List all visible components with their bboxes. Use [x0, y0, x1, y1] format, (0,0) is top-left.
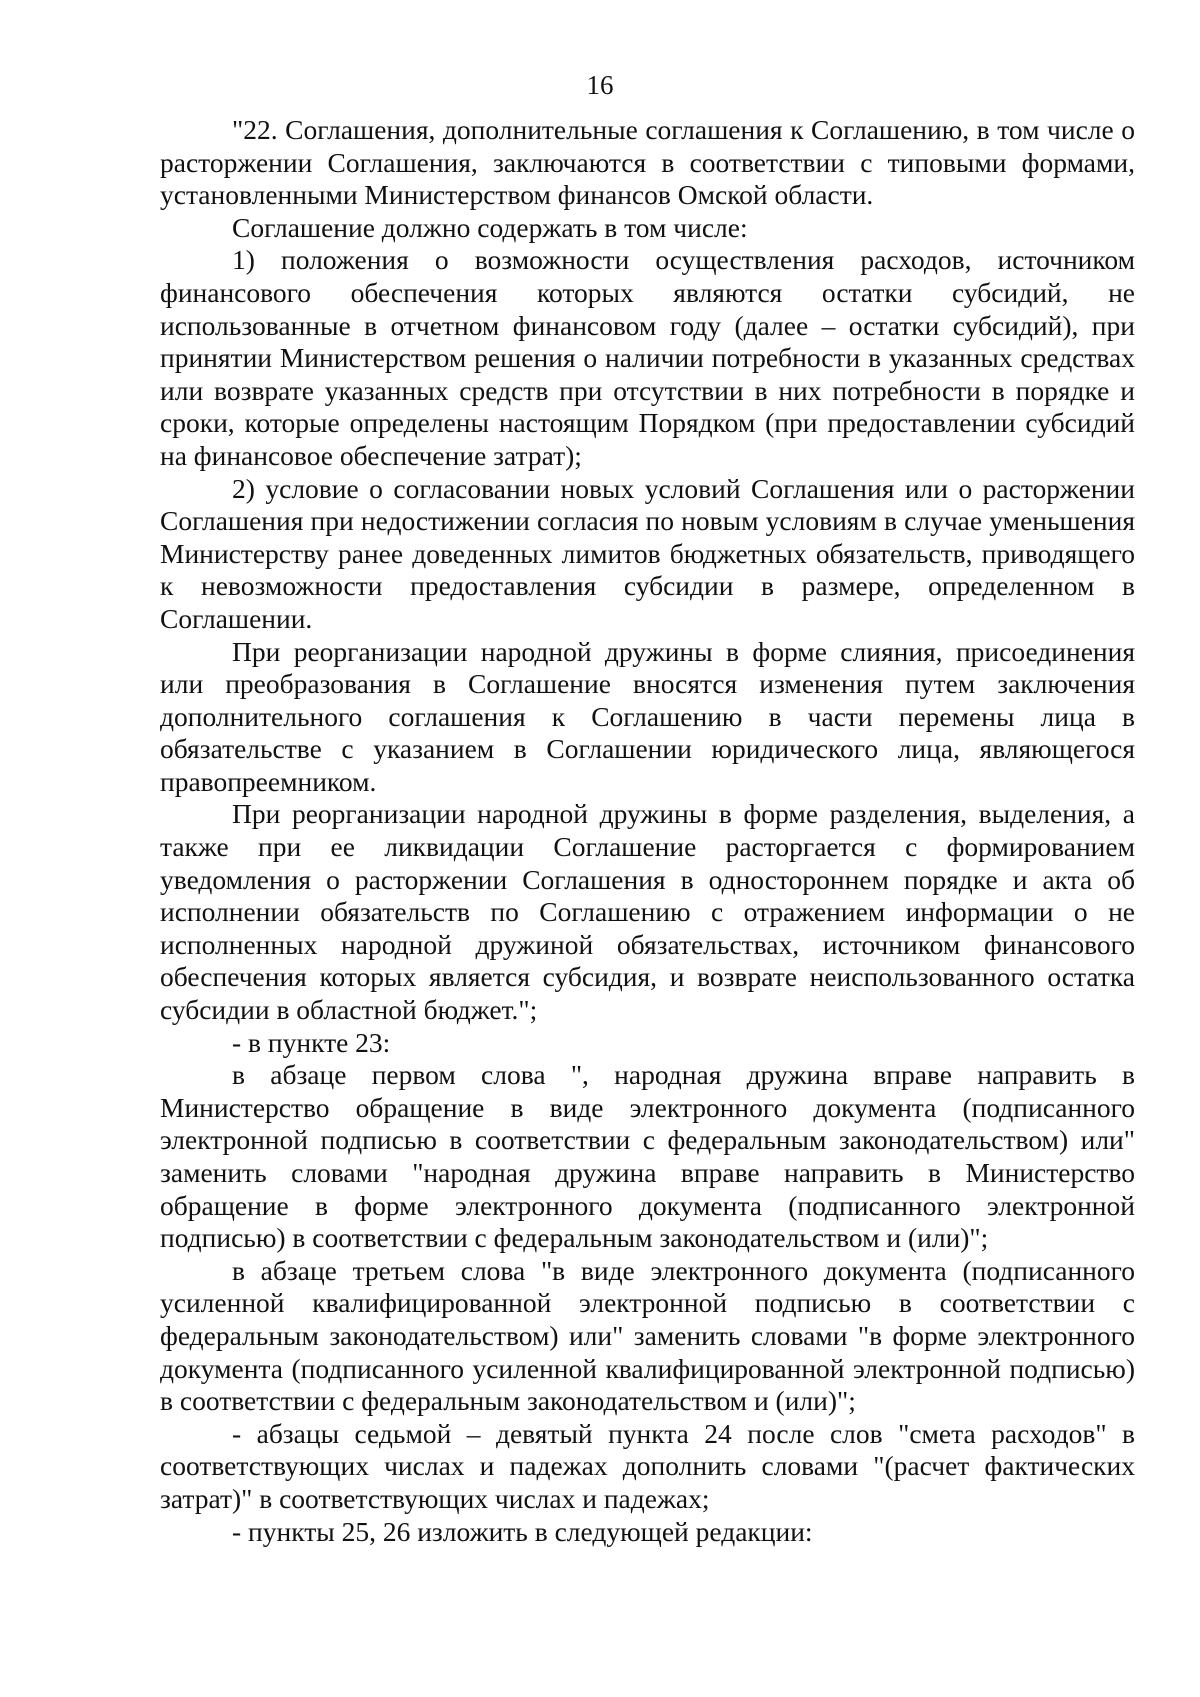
paragraph-reorganization-merger: При реорганизации народной дружины в форме слияния, присоединения или преобразования в Соглашение вносятся изменения путем заключения дополнительного соглашения к Соглашению в части перемены лица в обязательстве с указанием в Соглашении юридического лица, являющегося правопреемником.: [160, 635, 1135, 797]
paragraph-clause-22: "22. Соглашения, дополнительные соглашения к Соглашению, в том числе о расторжении Соглашения, заключаются в соответствии с типовыми формами, установленными Министерством финансов Омской области.: [160, 114, 1135, 211]
paragraph-clauses-25-26: - пункты 25, 26 изложить в следующей редакции:: [232, 1515, 813, 1547]
paragraph-item-2: 2) условие о согласовании новых условий Соглашения или о расторжении Соглашения при недостижении согласия по новым условиям в случае уменьшения Министерству ранее доведенных лимитов бюджетных обязательств, приводящего к невозможности предоставления субсидии в размере, определенном в Соглашении.: [160, 472, 1135, 634]
paragraph-clause-23-first-abzac: в абзаце первом слова ", народная дружина вправе направить в Министерство обращение в виде электронного документа (подписанного электронной подписью в соответствии с федеральным законодательством) или" заменить словами "народная дружина вправе направить в Министерство обращение в форме электронного документа (подписанного электронной подписью) в соответствии с федеральным законодательством и (или)";: [160, 1059, 1135, 1254]
paragraph-clause-23-third-abzac: в абзаце третьем слова "в виде электронного документа (подписанного усиленной квалифицированной электронной подписью в соответствии с федеральным законодательством) или" заменить словами "в форме электронного документа (подписанного усиленной квалифицированной электронной подписью) в соответствии с федеральным законодательством и (или)";: [160, 1254, 1135, 1417]
paragraph-agreement-contents: Соглашение должно содержать в том числе:: [232, 211, 748, 243]
document-body: [160, 114, 1135, 1548]
paragraph-clause-23-intro: - в пункте 23:: [232, 1026, 391, 1058]
page-number: 16: [586, 70, 614, 100]
paragraph-clause-24: - абзацы седьмой – девятый пункта 24 после слов "смета расходов" в соответствующих числах и падежах дополнить словами "(расчет фактических затрат)" в соответствующих числах и падежах;: [160, 1417, 1135, 1514]
paragraph-reorganization-division: При реорганизации народной дружины в форме разделения, выделения, а также при ее ликвидации Соглашение расторгается с формированием уведомления о расторжении Соглашения в одностороннем порядке и акта об исполнении обязательств по Соглашению с отражением информации о не исполненных народной дружиной обязательствах, источником финансового обеспечения которых является субсидия, и возврате неиспользованного остатка субсидии в областной бюджет.";: [160, 798, 1135, 1026]
paragraph-item-1: 1) положения о возможности осуществления расходов, источником финансового обеспечения которых являются остатки субсидий, не использованные в отчетном финансовом году (далее – остатки субсидий), при принятии Министерством решения о наличии потребности в указанных средствах или возврате указанных средств при отсутствии в них потребности в порядке и сроки, которые определены настоящим Порядком (при предоставлении субсидий на финансовое обеспечение затрат);: [160, 244, 1135, 471]
